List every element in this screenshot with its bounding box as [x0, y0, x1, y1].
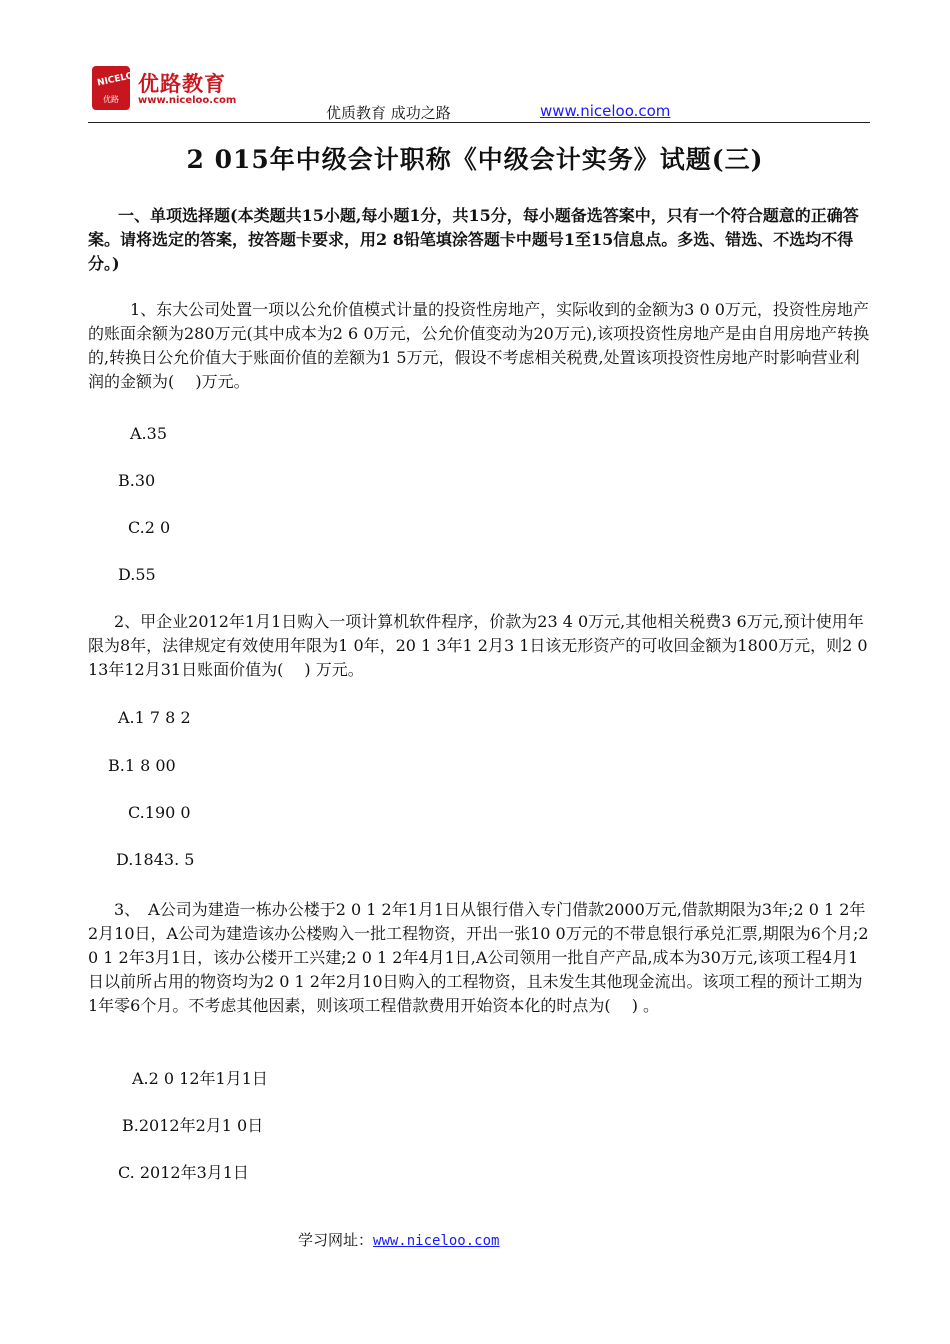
logo-url: www.niceloo.com — [138, 95, 237, 106]
logo-name: 优路教育 — [138, 72, 226, 96]
question-3-text: 3、 A公司为建造一栋办公楼于2 0 1 2年1月1日从银行借入专门借款2000万元,借款期限为3年;2 0 1 2年2月10日，A公司为建造该办公楼购入一批工程物资，开出一张10 0万元的不带息银行承兑汇票,期限为6个月;2 0 1 2年3月1日，该办公楼开工兴建;2 0 1 2年4月1日,A公司领用一批自产产品,成本为30万元,该项工程4月1日以前所占用的物资均为2 0 1 2年2月10日购入的工程物资，且未发生其他现金流出。该项工程的预计工期为1年零6个月。不考虑其他因素，则该项工程借款费用开始资本化的时点为( ) 。 — [88, 900, 869, 1015]
logo-badge-text: NICELOO — [96, 69, 142, 89]
question-1-option-d: D.55 — [118, 565, 156, 584]
question-2-text: 2、甲企业2012年1月1日购入一项计算机软件程序，价款为23 4 0万元,其他相关税费3 6万元,预计使用年限为8年，法律规定有效使用年限为1 0年，20 1 3年1 2月3 1日该无形资产的可收回金额为1800万元，则2 0 13年12月31日账面价值为( ) 万元。 — [88, 612, 868, 679]
page-footer — [298, 1229, 499, 1250]
question-1-option-b: B.30 — [118, 471, 156, 490]
logo-badge-icon — [92, 66, 142, 110]
question-2-option-c: C.190 0 — [128, 803, 191, 822]
section-instructions: 一、单项选择题(本类题共15小题,每小题1分，共15分，每小题备选答案中，只有一个符合题意的正确答案。请将选定的答案，按答题卡要求，用2 8铅笔填涂答题卡中题号1至15信息点。多选、错选、不选均不得分。) — [88, 206, 859, 273]
question-3-option-a: A.2 0 12年1月1日 — [132, 1069, 268, 1088]
document-title: 2 015年中级会计职称《中级会计实务》试题(三) — [186, 145, 764, 174]
page-header — [88, 62, 870, 122]
question-2-option-a: A.1 7 8 2 — [118, 708, 191, 727]
question-3-option-b: B.2012年2月1 0日 — [122, 1116, 264, 1135]
footer-label: 学习网址： — [298, 1231, 374, 1249]
header-slogan: 优质教育 成功之路 — [326, 104, 451, 122]
question-2-option-b: B.1 8 00 — [108, 756, 176, 775]
niceloo-logo[interactable] — [88, 62, 238, 110]
header-site-link[interactable]: www.niceloo.com — [540, 102, 671, 120]
question-1-text: 1、东大公司处置一项以公允价值模式计量的投资性房地产，实际收到的金额为3 0 0万元，投资性房地产的账面余额为280万元(其中成本为2 6 0万元，公允价值变动为20万元),该项投资性房地产是由自用房地产转换的,转换日公允价值大于账面价值的差额为1 5万元，假设不考虑相关税费,处置该项投资性房地产时影响营业利润的金额为( )万元。 — [88, 300, 870, 391]
header-divider — [88, 122, 870, 123]
question-3-option-c: C. 2012年3月1日 — [118, 1163, 249, 1182]
question-1-option-a: A.35 — [130, 424, 167, 443]
logo-badge-subtext: 优路 — [103, 95, 119, 104]
footer-link[interactable]: www.niceloo.com — [373, 1233, 500, 1249]
question-1-option-c: C.2 0 — [128, 518, 171, 537]
question-2-option-d: D.1843. 5 — [116, 850, 195, 869]
